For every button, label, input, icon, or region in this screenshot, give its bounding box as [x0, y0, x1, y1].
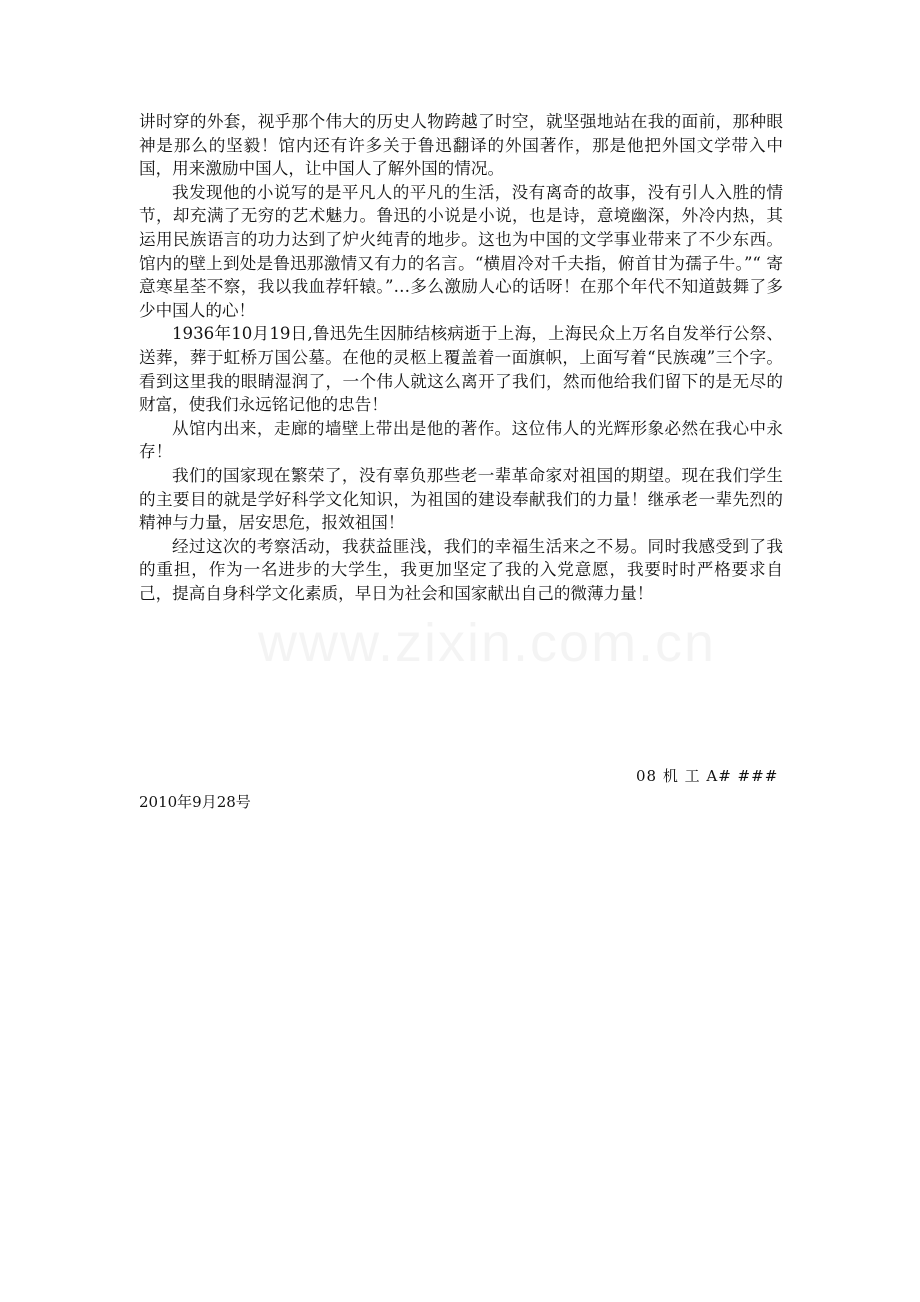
paragraph-4: 从馆内出来，走廊的墙壁上带出是他的著作。这位伟人的光辉形象必然在我心中永存！ — [139, 418, 783, 462]
document-date: 2010年9月28号 — [139, 793, 251, 811]
paragraph-6: 经过这次的考察活动，我获益匪浅，我们的幸福生活来之不易。同时我感受到了我的重担，作为一名进步的大学生，我更加坚定了我的入党意愿，我要时时严格要求自己，提高自身科学文化素质，早日为社会和国家献出自己的微薄力量！ — [139, 536, 783, 603]
paragraph-3: 1936年10月19日,鲁迅先生因肺结核病逝于上海，上海民众上万名自发举行公祭、送葬，葬于虹桥万国公墓。在他的灵柩上覆盖着一面旗帜，上面写着“民族魂”三个字。看到这里我的眼睛湿润了，一个伟人就这么离开了我们，然而他给我们留下的是无尽的财富，使我们永远铭记他的忠告！ — [139, 324, 783, 415]
paragraph-2: 我发现他的小说写的是平凡人的平凡的生活，没有离奇的故事，没有引人入胜的情节，却充满了无穷的艺术魅力。鲁迅的小说是小说，也是诗，意境幽深，外冷内热，其运用民族语言的功力达到了炉火纯青的地步。这也为中国的文学事业带来了不少东西。馆内的壁上到处是鲁迅那激情又有力的名言。“横眉冷对千夫指，俯首甘为孺子牛。”“ 寄意寒星荃不察，我以我血荐轩辕。”…多么激励人心的话呀！在那个年代不知道鼓舞了多少中国人的心！ — [139, 182, 783, 320]
watermark — [258, 612, 716, 674]
paragraph-5: 我们的国家现在繁荣了，没有辜负那些老一辈革命家对祖国的期望。现在我们学生的主要目的就是学好科学文化知识，为祖国的建设奉献我们的力量！继承老一辈先烈的精神与力量，居安思危，报效祖国！ — [139, 465, 783, 533]
author-signature: 08 机 工 A# ### — [636, 767, 779, 785]
paragraph-1: 讲时穿的外套，视乎那个伟大的历史人物跨越了时空，就坚强地站在我的面前，那种眼神是那么的坚毅！馆内还有许多关于鲁迅翻译的外国著作，那是他把外国文学带入中国，用来激励中国人，让中国人了解外国的情况。 — [139, 112, 783, 179]
document-body — [139, 110, 783, 605]
